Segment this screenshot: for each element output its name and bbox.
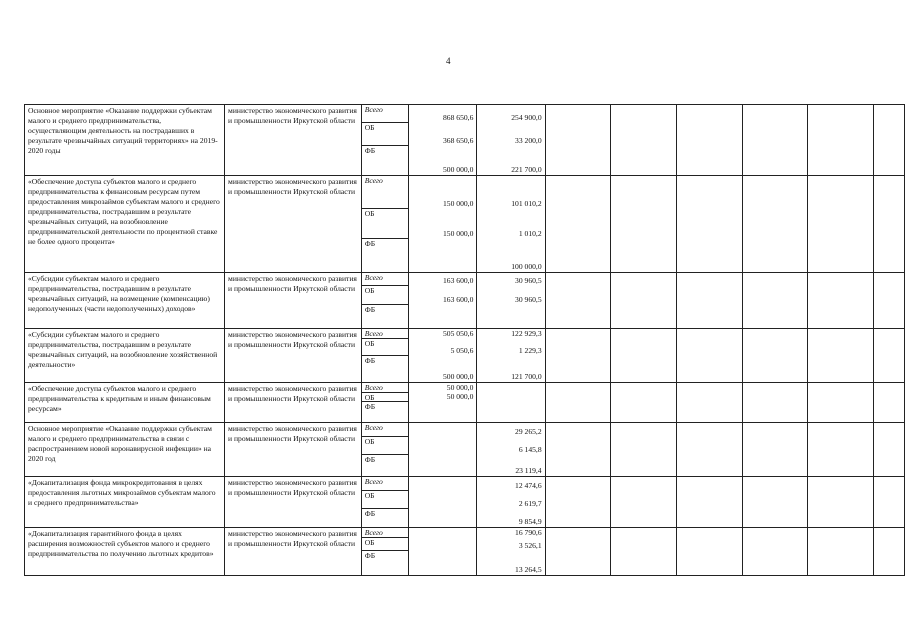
executor: министерство экономического развития и промышленности Иркутской области [225, 477, 362, 528]
empty-cell [545, 273, 610, 329]
funding-source: ФБ [364, 305, 376, 314]
funding-source-cell [361, 528, 408, 576]
amount-value: 30 960,5 [515, 295, 542, 304]
amount-value: 1 229,3 [518, 346, 542, 355]
table-row [25, 176, 905, 273]
measure-description: «Докапитализация гарантийного фонда в целях расширения возможностей субъектов малого и среднего предпринимательства по получению льготных кредитов» [25, 528, 225, 576]
funding-source: ФБ [364, 551, 376, 560]
amount-value: 30 960,5 [515, 276, 542, 285]
empty-cell [873, 176, 904, 273]
empty-cell [611, 176, 677, 273]
empty-cell [873, 329, 904, 383]
measure-description: «Субсидии субъектам малого и среднего предпринимательства, пострадавшим в результате чрезвычайных ситуаций, на возмещение (компенсацию) недополученных (части недополученных) доходов» [25, 273, 225, 329]
empty-cell [742, 273, 807, 329]
table-body [25, 105, 905, 576]
table-row [25, 105, 905, 176]
amount-value [409, 528, 476, 538]
empty-cell [808, 477, 873, 528]
funding-source-cell [361, 176, 408, 273]
executor: министерство экономического развития и промышленности Иркутской области [225, 383, 362, 423]
empty-cell [873, 273, 904, 329]
funding-source-cell [361, 423, 408, 477]
funding-source: ОБ [362, 393, 408, 402]
amount-value: 150 000,0 [443, 199, 474, 208]
table-row [25, 528, 905, 576]
empty-cell [873, 528, 904, 576]
empty-cell [545, 329, 610, 383]
empty-cell [873, 383, 904, 423]
empty-cell [742, 528, 807, 576]
funding-source-cell [361, 105, 408, 176]
empty-cell [611, 329, 677, 383]
amount-value [409, 437, 476, 455]
amount-value: 6 145,8 [518, 445, 542, 454]
amount-value: 254 900,0 [511, 113, 542, 122]
table-row [25, 329, 905, 383]
amount-value: 3 526,1 [518, 541, 542, 550]
table-row [25, 383, 905, 423]
funding-source: Всего [362, 423, 408, 437]
amount-total-cell [409, 383, 477, 423]
funding-source: Всего [362, 383, 408, 393]
amount-year-cell [477, 273, 545, 329]
amount-value [409, 239, 476, 272]
amount-value: 100 000,0 [511, 262, 542, 271]
amount-total-cell [409, 176, 477, 273]
empty-cell [808, 383, 873, 423]
empty-cell [742, 176, 807, 273]
amount-value [409, 538, 476, 551]
funding-source: ФБ [364, 509, 376, 518]
amount-value: 163 600,0 [443, 276, 474, 285]
amount-year-cell [477, 105, 545, 176]
amount-value: 33 200,0 [515, 136, 542, 145]
empty-cell [742, 423, 807, 477]
amount-total-cell [409, 528, 477, 576]
amount-value [409, 509, 476, 527]
empty-cell [611, 105, 677, 176]
amount-value [409, 423, 476, 437]
funding-source: ФБ [364, 146, 376, 155]
funding-source: ФБ [364, 239, 376, 248]
funding-source: ОБ [362, 491, 408, 509]
empty-cell [545, 105, 610, 176]
amount-total-cell [409, 273, 477, 329]
amount-value [477, 393, 544, 402]
empty-cell [873, 423, 904, 477]
funding-source: ОБ [362, 123, 408, 146]
empty-cell [742, 105, 807, 176]
empty-cell [545, 477, 610, 528]
amount-value: 868 650,6 [443, 113, 474, 122]
empty-cell [611, 477, 677, 528]
amount-value [477, 383, 544, 393]
amount-value: 16 790,6 [515, 528, 542, 537]
funding-source: ОБ [362, 339, 408, 356]
measure-description: «Субсидии субъектам малого и среднего предпринимательства, пострадавшим в результате чрезвычайных ситуаций, на возобновление хозяйственной деятельности» [25, 329, 225, 383]
amount-value: 122 929,3 [511, 329, 542, 338]
funding-source: ФБ [364, 402, 376, 411]
funding-source: Всего [362, 528, 408, 538]
empty-cell [677, 105, 742, 176]
empty-cell [545, 423, 610, 477]
executor: министерство экономического развития и промышленности Иркутской области [225, 423, 362, 477]
empty-cell [677, 329, 742, 383]
amount-value: 2 619,7 [518, 499, 542, 508]
measure-description: Основное мероприятие «Оказание поддержки субъектам малого и среднего предпринимательства, осуществляющим деятельность на пострадавших в результате чрезвычайных ситуаций территориях» на 2019-2020 годы [25, 105, 225, 176]
empty-cell [677, 176, 742, 273]
funding-source-cell [361, 477, 408, 528]
funding-source: Всего [362, 176, 408, 209]
amount-value [409, 305, 476, 328]
executor: министерство экономического развития и промышленности Иркутской области [225, 329, 362, 383]
empty-cell [611, 383, 677, 423]
empty-cell [742, 383, 807, 423]
funding-source-cell [361, 383, 408, 423]
amount-value: 29 265,2 [515, 427, 542, 436]
budget-table [24, 104, 905, 576]
executor: министерство экономического развития и промышленности Иркутской области [225, 528, 362, 576]
empty-cell [545, 176, 610, 273]
amount-value [477, 305, 544, 328]
funding-source-cell [361, 329, 408, 383]
funding-source: ОБ [362, 209, 408, 239]
funding-source: Всего [362, 273, 408, 286]
amount-value: 505 050,6 [443, 329, 474, 338]
executor: министерство экономического развития и промышленности Иркутской области [225, 105, 362, 176]
empty-cell [808, 528, 873, 576]
amount-value [477, 402, 544, 422]
amount-value: 13 264,5 [515, 565, 542, 574]
amount-value: 101 010,2 [511, 199, 542, 208]
amount-year-cell [477, 528, 545, 576]
amount-total-cell [409, 105, 477, 176]
empty-cell [808, 105, 873, 176]
table-row [25, 423, 905, 477]
amount-value: 500 000,0 [443, 372, 474, 381]
empty-cell [611, 423, 677, 477]
empty-cell [677, 528, 742, 576]
amount-total-cell [409, 477, 477, 528]
funding-source: Всего [362, 105, 408, 123]
empty-cell [808, 329, 873, 383]
amount-year-cell [477, 176, 545, 273]
empty-cell [677, 273, 742, 329]
page-number: 4 [446, 56, 451, 66]
amount-value: 121 700,0 [511, 372, 542, 381]
amount-value: 221 700,0 [511, 165, 542, 174]
amount-value [409, 402, 476, 422]
amount-year-cell [477, 383, 545, 423]
funding-source: ОБ [362, 538, 408, 551]
empty-cell [873, 477, 904, 528]
amount-value: 12 474,6 [515, 481, 542, 490]
amount-value: 50 000,0 [446, 383, 474, 392]
amount-value: 9 854,9 [518, 517, 542, 526]
amount-value [409, 551, 476, 575]
executor: министерство экономического развития и промышленности Иркутской области [225, 176, 362, 273]
amount-value [409, 477, 476, 491]
empty-cell [677, 423, 742, 477]
funding-source: Всего [362, 477, 408, 491]
amount-total-cell [409, 423, 477, 477]
empty-cell [677, 477, 742, 528]
funding-source: ФБ [364, 455, 376, 464]
empty-cell [545, 383, 610, 423]
empty-cell [742, 329, 807, 383]
table-row [25, 477, 905, 528]
amount-value: 150 000,0 [443, 229, 474, 238]
table-row [25, 273, 905, 329]
empty-cell [677, 383, 742, 423]
amount-total-cell [409, 329, 477, 383]
amount-value: 1 010,2 [518, 229, 542, 238]
measure-description: Основное мероприятие «Оказание поддержки субъектам малого и среднего предпринимательства в связи с распространением новой коронавирусной инфекции» на 2020 год [25, 423, 225, 477]
amount-value: 163 600,0 [443, 295, 474, 304]
funding-source: ОБ [362, 437, 408, 455]
funding-source: Всего [362, 329, 408, 339]
amount-value: 500 000,0 [443, 165, 474, 174]
measure-description: «Обеспечение доступа субъектов малого и среднего предпринимательства к кредитным и иным финансовым ресурсам» [25, 383, 225, 423]
funding-source: ОБ [362, 286, 408, 305]
empty-cell [611, 273, 677, 329]
empty-cell [808, 273, 873, 329]
funding-source: ФБ [364, 356, 376, 365]
amount-year-cell [477, 329, 545, 383]
measure-description: «Докапитализация фонда микрокредитования в целях предоставления льготных микрозаймов субъектам малого и среднего предпринимательства» [25, 477, 225, 528]
empty-cell [808, 423, 873, 477]
measure-description: «Обеспечение доступа субъектов малого и среднего предпринимательства к финансовым ресурсам путем предоставления микрозаймов субъектам малого и среднего предпринимательства, пострадавшим в результате чрезвычайных ситуаций, на возобновление предпринимательской деятельности по процентной ставке не более одного процента» [25, 176, 225, 273]
amount-value: 5 050,6 [450, 346, 474, 355]
amount-value: 50 000,0 [446, 392, 474, 401]
amount-value: 368 650,6 [443, 136, 474, 145]
funding-source-cell [361, 273, 408, 329]
amount-value [409, 455, 476, 476]
empty-cell [873, 105, 904, 176]
empty-cell [611, 528, 677, 576]
empty-cell [545, 528, 610, 576]
executor: министерство экономического развития и промышленности Иркутской области [225, 273, 362, 329]
empty-cell [742, 477, 807, 528]
amount-year-cell [477, 423, 545, 477]
amount-value: 23 119,4 [515, 466, 542, 475]
amount-year-cell [477, 477, 545, 528]
amount-value [409, 491, 476, 509]
empty-cell [808, 176, 873, 273]
